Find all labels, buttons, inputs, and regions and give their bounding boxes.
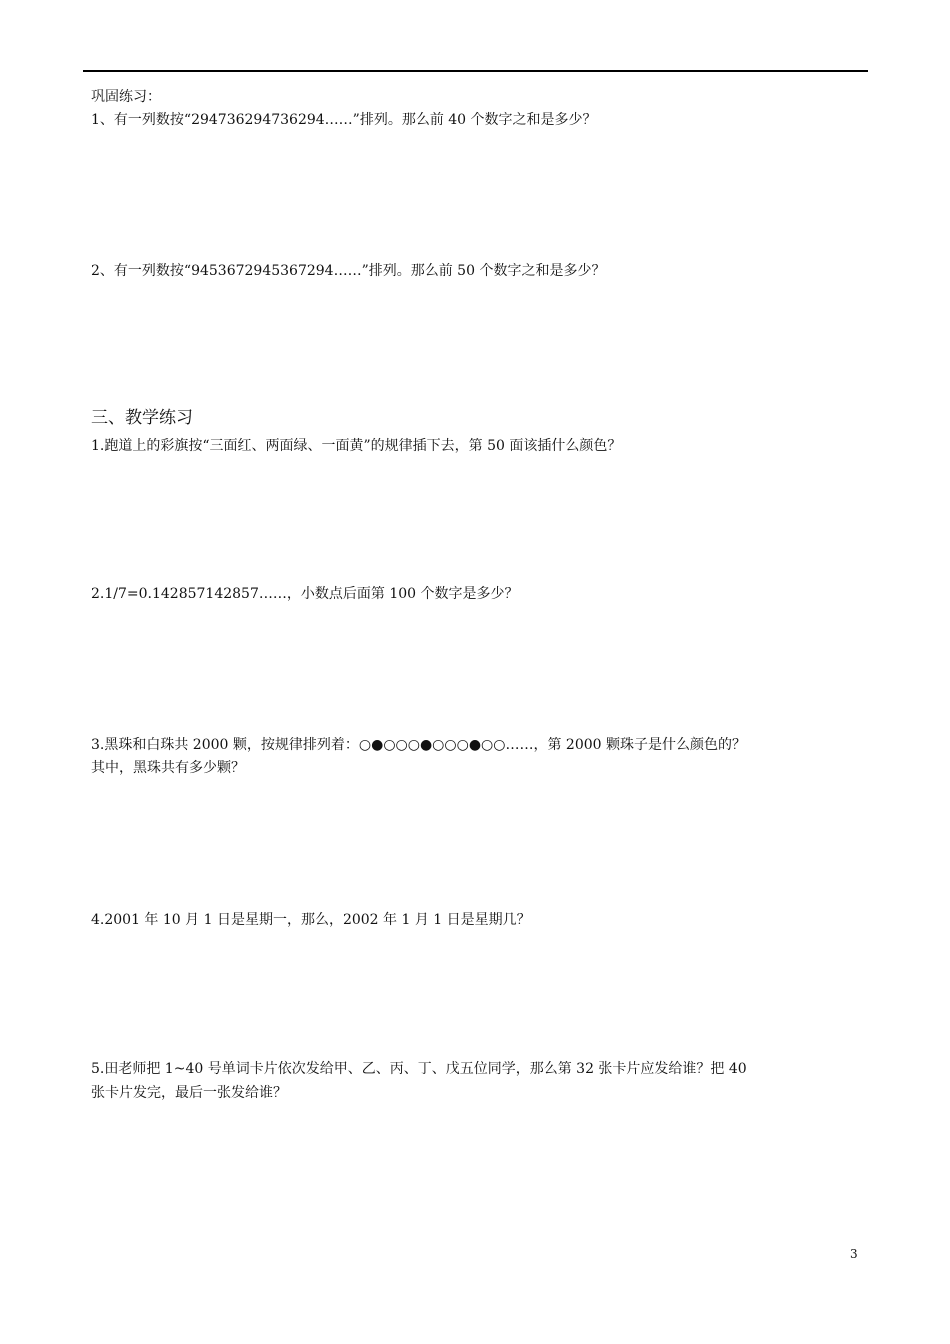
page-number: 3 [850, 1247, 858, 1261]
teaching-question-3-line-2: 其中，黑珠共有多少颗？ [91, 760, 245, 776]
practice-question-2: 2、有一列数按“9453672945367294……”排列。那么前 50 个数字之和是多少？ [91, 263, 606, 279]
header-rule [83, 70, 868, 72]
practice-question-1: 1、有一列数按“294736294736294……”排列。那么前 40 个数字之和是多少？ [91, 112, 597, 128]
section-heading: 三、教学练习 [91, 408, 193, 428]
teaching-question-5-line-1: 5.田老师把 1~40 号单词卡片依次发给甲、乙、丙、丁、戊五位同学，那么第 32 张卡片应发给谁？把 40 [91, 1061, 747, 1077]
teaching-question-3-line-1: 3.黑珠和白珠共 2000 颗，按规律排列着：○●○○○●○○○●○○……，第 2000 颗珠子是什么颜色的？ [91, 737, 747, 753]
teaching-question-4: 4.2001 年 10 月 1 日是星期一，那么，2002 年 1 月 1 日是星期几？ [91, 912, 531, 928]
practice-title: 巩固练习： [91, 89, 161, 105]
teaching-question-1: 1.跑道上的彩旗按“三面红、两面绿、一面黄”的规律插下去，第 50 面该插什么颜色？ [91, 438, 622, 454]
teaching-question-2: 2.1/7=0.142857142857……，小数点后面第 100 个数字是多少？ [91, 586, 519, 602]
teaching-question-5-line-2: 张卡片发完，最后一张发给谁？ [91, 1085, 287, 1101]
